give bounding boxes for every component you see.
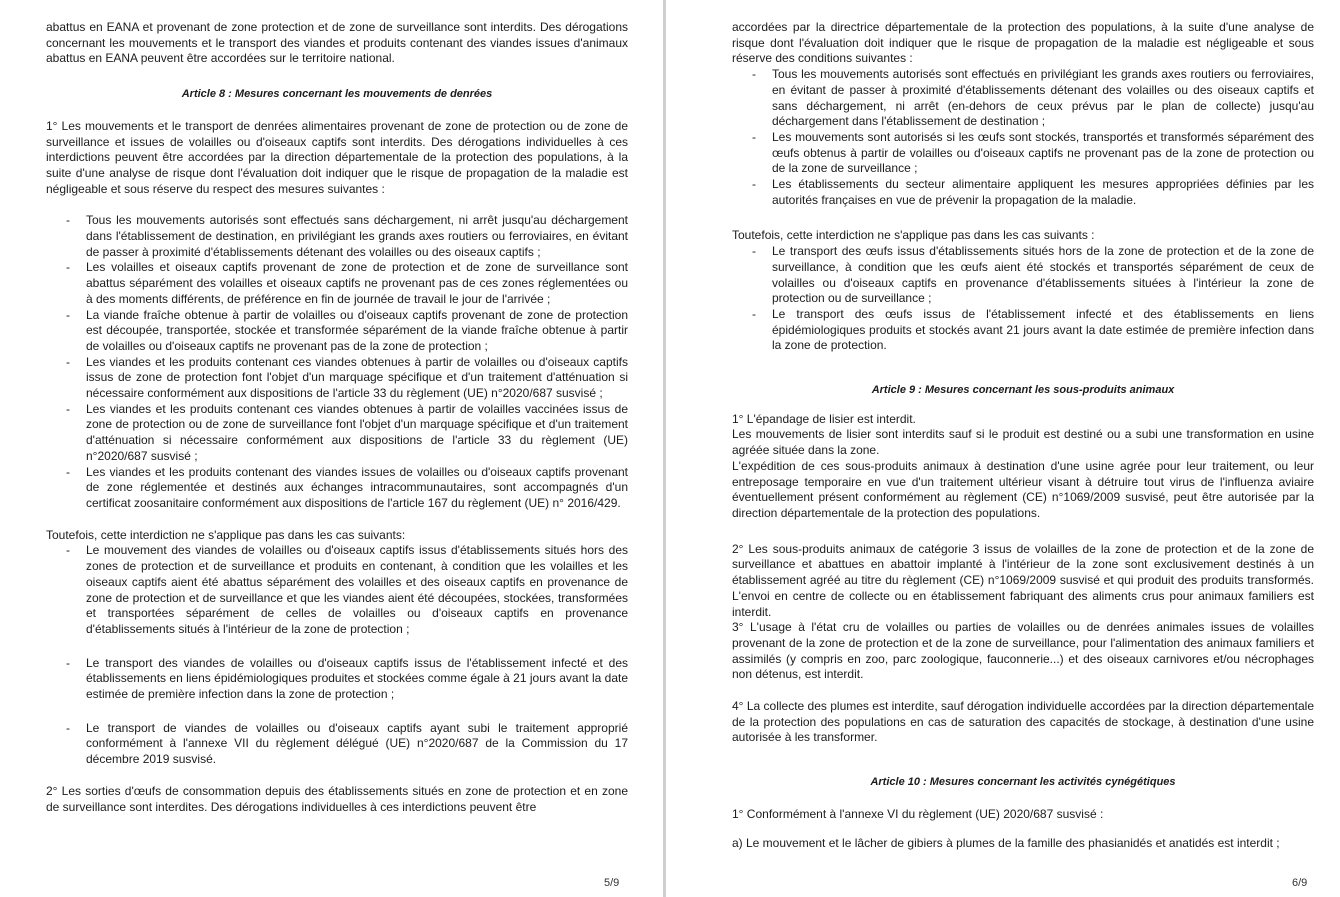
list-item: - Les volailles et oiseaux captifs provenant de zone de protection et de zone de surveillance sont abattus séparément des volailles et oiseaux captifs ne provenant pas de ces zones réglementées ou à des moments différents, de préférence en fin de journée de travail le jour de l'arrivée ; — [46, 260, 628, 307]
article-10-paragraph-1: 1° Conformément à l'annexe VI du règlement (UE) 2020/687 susvisé : — [732, 806, 1104, 821]
list-item: - Les mouvements sont autorisés si les œufs sont stockés, transportés et transformés séparément des œufs obtenus à partir de volailles ou d'oiseaux captifs ne provenant pas de la zone de protection ou de la zone de surveillance ; — [732, 130, 1314, 177]
egg-conditions-list — [732, 67, 1314, 208]
article-9-paragraph-1b: Les mouvements de lisier sont interdits sauf si le produit est destiné ou a subi une transformation en usine agréée située dans la zone. — [732, 427, 1314, 458]
list-item: - Le transport des œufs issus d'établissements situés hors de la zone de protection et de la zone de surveillance, à condition que les œufs aient été stockés et transportés séparément de ceux de volailles ou d'oiseaux captifs en provenance d'établissements situées à l'intérieur la zone de protection ou de surveillance ; — [732, 244, 1314, 307]
article-9-paragraph-1c: L'expédition de ces sous-produits animaux à destination d'une usine agrée pour leur traitement, ou leur entreposage temporaire en vue d'un traitement ultérieur visant à détruire tout virus de l'influenza aviaire éventuellement présent conformément au règlement (CE) n°1069/2009 susvisé, peut être autorisée par la direction départementale de la protection des populations. — [732, 458, 1314, 520]
list-item: - Le transport des viandes de volailles ou d'oiseaux captifs issus de l'établissement infecté et des établissements en liens épidémiologiques produites et stockées comme égale à 21 jours avant la date estimée de première infection dans la zone de protection ; — [46, 656, 628, 703]
article-8-paragraph-1: 1° Les mouvements et le transport de denrées alimentaires provenant de zone de protection ou de zone de surveillance et issues de volailles ou d'oiseaux captifs sont interdits. Des dérogations individuelles à ces interdictions peuvent être accordées par la direction départementale de la protection des populations, à la suite d'une analyse de risque dont l'évaluation doit indiquer que le risque de propagation de la maladie est négligeable et sous réserve du respect des mesures suivantes : — [46, 118, 628, 196]
list-item: - Les viandes et les produits contenant ces viandes obtenues à partir de volailles vaccinées issus de zone de protection ou de zone de surveillance font l'objet d'un marquage spécifique et d'un traitement d'atténuation si nécessaire conformément aux dispositions de l'article 33 du règlement (UE) n°2020/687 susvisé ; — [46, 402, 628, 465]
list-item: - La viande fraîche obtenue à partir de volailles ou d'oiseaux captifs provenant de zone de protection est découpée, transportée, stockée et transformée séparément de la viande fraîche obtenue à partir de volailles ou d'oiseaux captifs ne provenant pas de la zone de protection ; — [46, 308, 628, 355]
list-item: - Les viandes et les produits contenant des viandes issues de volailles ou d'oiseaux captifs provenant de zone réglementée et destinés aux échanges intracommunautaires, sont accompagnés d'un certificat zoosanitaire conformément aux dispositions de l'article 167 du règlement (UE) n° 2016/429. — [46, 465, 628, 512]
article-8-conditions-list — [46, 213, 628, 511]
article-10-paragraph-a: a) Le mouvement et le lâcher de gibiers à plumes de la famille des phasianidés et anatidés est interdit ; — [732, 835, 1280, 850]
list-item: - Le transport des œufs issus de l'établissement infecté et des établissements en liens épidémiologiques produits et stockés avant 21 jours avant la date estimée de première infection dans la zone de protection. — [732, 307, 1314, 354]
article-9-paragraph-3: 3° L'usage à l'état cru de volailles ou parties de volailles ou de denrées animales issues de volailles provenant de la zone de protection et de la zone de surveillance, pour l'alimentation des animaux familiers et assimilés (y compris en zoo, parc zoologique, fauconnerie...) et des oiseaux carnivores et/ou nécrophages non détenus, est interdit. — [732, 620, 1314, 682]
page-6-content — [732, 20, 1314, 851]
article-8-exceptions-list — [46, 543, 628, 767]
egg-exceptions-list — [732, 244, 1314, 354]
article-9-paragraph-4: 4° La collecte des plumes est interdite, sauf dérogation individuelle accordées par la direction départementale de la protection des populations en cas de saturation des capacités de stockage, à destination d'une usine autorisée à les transformer. — [732, 699, 1314, 745]
page-5-content — [46, 20, 628, 815]
article-9-paragraph-2: 2° Les sous-produits animaux de catégorie 3 issus de volailles de la zone de protection et de la zone de surveillance et abattues en abattoir implanté à l'intérieur de la zone sont exclusivement destinés à un établissement agréé au titre du règlement (CE) n°1069/2009 susvisé et qui produit des produits transformés. L'envoi en centre de collecte ou en établissement fabriquant des aliments crus pour animaux familiers est interdit. — [732, 541, 1314, 619]
article-8-paragraph-2: 2° Les sorties d'œufs de consommation depuis des établissements situés en zone de protection et en zone de surveillance sont interdites. Des dérogations individuelles à ces interdictions peuvent être — [46, 783, 628, 814]
list-item: - Le transport de viandes de volailles ou d'oiseaux captifs ayant subi le traitement approprié conformément à l'annexe VII du règlement délégué (UE) n°2020/687 de la Commission du 17 décembre 2019 susvisé. — [46, 721, 628, 768]
right-exceptions-intro: Toutefois, cette interdiction ne s'applique pas dans les cas suivants : — [732, 228, 1095, 243]
left-exceptions-intro: Toutefois, cette interdiction ne s'applique pas dans les cas suivants: — [46, 527, 406, 542]
article-9-paragraph-1a: 1° L'épandage de lisier est interdit. — [732, 411, 916, 426]
page-6 — [666, 0, 1340, 897]
list-item: - Le mouvement des viandes de volailles ou d'oiseaux captifs issus d'établissements situés hors des zones de protection et de surveillance et produits en contenant, à condition que les volailles et les oiseaux captifs aient été abattus séparément des volailles et des oiseaux captifs en provenance de zone de protection et de surveillance et que les viandes aient été découpées, stockées, transformées et transportées séparément de celles de volailles ou d'oiseaux captifs en provenance d'établissements situés à l'intérieur de la zone de protection ; — [46, 543, 628, 637]
article-8-title: Article 8 : Mesures concernant les mouvements de denrées — [181, 88, 493, 101]
page-5 — [0, 0, 664, 897]
article-9-title: Article 9 : Mesures concernant les sous-produits animaux — [871, 384, 1175, 397]
list-item: - Tous les mouvements autorisés sont effectués en privilégiant les grands axes routiers ou ferroviaires, en évitant de passer à proximité d'établissements détenant des volailles ou des oiseaux captifs et sans déchargement, ni arrêt (en-dehors de ceux prévus par le plan de collecte) jusqu'au déchargement dans l'établissement de destination ; — [732, 67, 1314, 130]
article-10-title: Article 10 : Mesures concernant les activités cynégétiques — [870, 776, 1176, 789]
page-number: 5/9 — [604, 877, 620, 889]
left-intro: abattus en EANA et provenant de zone protection et de zone de surveillance sont interdits. Des dérogations concernant les mouvements et le transport des viandes et produits contenant des viandes issues d'animaux abattus en EANA peuvent être accordées sur le territoire national. — [46, 20, 628, 66]
list-item: - Les établissements du secteur alimentaire appliquent les mesures appropriées définies par les autorités françaises en vue de prévenir la propagation de la maladie. — [732, 177, 1314, 208]
list-item: - Tous les mouvements autorisés sont effectués sans déchargement, ni arrêt jusqu'au déchargement dans l'établissement de destination, en privilégiant les grands axes routiers ou ferroviaires, en évitant de passer à proximité d'établissements détenant des volailles ou des oiseaux captifs ; — [46, 213, 628, 260]
list-item: - Les viandes et les produits contenant ces viandes obtenues à partir de volailles ou d'oiseaux captifs issus de zone de protection font l'objet d'un marquage spécifique et d'un traitement d'atténuation si nécessaire conformément aux dispositions de l'article 33 du règlement (UE) n°2020/687 susvisé ; — [46, 355, 628, 402]
page-number: 6/9 — [1292, 877, 1308, 889]
right-intro: accordées par la directrice départementale de la protection des populations, à la suite d'une analyse de risque dont l'évaluation doit indiquer que le risque de propagation de la maladie est négligeable et sous réserve des conditions suivantes : — [732, 20, 1314, 66]
